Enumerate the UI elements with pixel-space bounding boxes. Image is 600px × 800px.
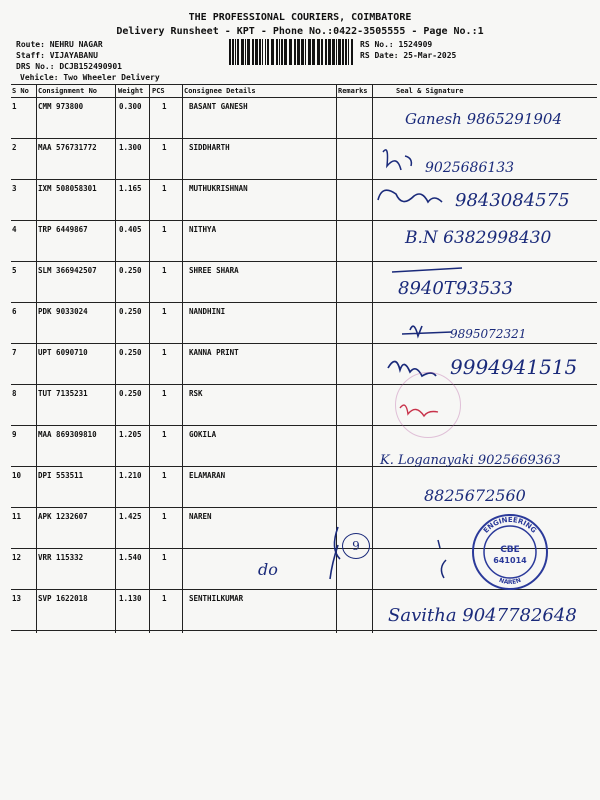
row-consignee: NANDHINI [189, 307, 226, 316]
col-consignee: Consignee Details [184, 87, 256, 95]
row-sno: 2 [12, 143, 17, 152]
signature-row-2: 9025686133 [425, 160, 515, 176]
row-sno: 13 [12, 594, 22, 603]
row-pcs: 1 [162, 102, 167, 111]
row-consignee: RSK [189, 389, 203, 398]
col-pcs: PCS [152, 87, 165, 95]
faint-seal [395, 372, 461, 438]
row-consignment: TUT 7135231 [38, 389, 88, 398]
row-pcs: 1 [162, 389, 167, 398]
col-consignment: Consignment No [38, 87, 98, 95]
row-consignment: MAA 576731772 [38, 143, 97, 152]
col-remarks: Remarks [338, 87, 368, 95]
row-weight: 1.130 [119, 594, 142, 603]
signature-row-13: Savitha 9047782648 [388, 605, 577, 626]
row-weight: 0.250 [119, 307, 142, 316]
runsheet-subtitle: Delivery Runsheet - KPT - Phone No.:0422-3505555 - Page No.:1 [116, 26, 484, 37]
row-consignee: ELAMARAN [189, 471, 226, 480]
row-consignment: DPI 553511 [38, 471, 84, 480]
row-consignee: GOKILA [189, 430, 217, 439]
row-consignee: SHREE SHARA [189, 266, 239, 275]
row-consignment: CMM 973800 [38, 102, 84, 111]
row-sno: 6 [12, 307, 17, 316]
stamp-pin: 641014 [493, 556, 527, 565]
row-consignment: SLM 366942507 [38, 266, 97, 275]
ditto-mark: do [258, 560, 278, 579]
stamp-bottom-text: NAREN [497, 576, 523, 587]
row-sno: 8 [12, 389, 17, 398]
row-weight: 0.300 [119, 102, 142, 111]
row-pcs: 1 [162, 512, 167, 521]
row-weight: 1.205 [119, 430, 142, 439]
row-sno: 12 [12, 553, 22, 562]
route-label: Route: NEHRU NAGAR [16, 40, 103, 49]
rs-number: RS No.: 1524909 [360, 40, 433, 49]
row-pcs: 1 [162, 471, 167, 480]
row-consignee: BASANT GANESH [189, 102, 248, 111]
signature-row-1: Ganesh 9865291904 [405, 110, 563, 128]
col-weight: Weight [118, 87, 144, 95]
row-sno: 7 [12, 348, 17, 357]
row-weight: 1.540 [119, 553, 142, 562]
row-sno: 10 [12, 471, 22, 480]
row-weight: 1.300 [119, 143, 142, 152]
row-weight: 1.165 [119, 184, 142, 193]
row-pcs: 1 [162, 594, 167, 603]
row-sno: 1 [12, 102, 17, 111]
company-stamp [470, 512, 550, 592]
row-pcs: 1 [162, 225, 167, 234]
row-pcs: 1 [162, 184, 167, 193]
col-seal-signature: Seal & Signature [396, 87, 464, 95]
signature-row-10: 8825672560 [424, 486, 526, 505]
row-consignment: PDK 9033024 [38, 307, 88, 316]
row-weight: 0.405 [119, 225, 142, 234]
col-sno: S No [12, 87, 29, 95]
row-weight: 0.250 [119, 266, 142, 275]
row-pcs: 1 [162, 348, 167, 357]
row-consignee: NITHYA [189, 225, 217, 234]
staff-label: Staff: VIJAYABANU [16, 51, 98, 60]
row-consignment: APK 1232607 [38, 512, 88, 521]
row-sno: 3 [12, 184, 17, 193]
signature-row-6: 9895072321 [450, 327, 527, 341]
row-consignment: IXM 508058301 [38, 184, 97, 193]
company-title: THE PROFESSIONAL COURIERS, COIMBATORE [188, 12, 412, 23]
row-weight: 0.250 [119, 389, 142, 398]
row-weight: 1.425 [119, 512, 142, 521]
signature-row-3: 9843084575 [455, 190, 570, 211]
row-pcs: 1 [162, 266, 167, 275]
vehicle-label: Vehicle: Two Wheeler Delivery [20, 73, 160, 82]
signature-row-7: 9994941515 [450, 355, 578, 379]
signature-row-5: 8940T93533 [398, 278, 514, 299]
row-consignee: NAREN [189, 512, 212, 521]
row-consignment: MAA 869309810 [38, 430, 97, 439]
row-consignee: KANNA PRINT [189, 348, 239, 357]
row-sno: 5 [12, 266, 17, 275]
row-weight: 1.210 [119, 471, 142, 480]
circled-mark: 9 [342, 533, 370, 559]
row-consignment: SVP 1622018 [38, 594, 88, 603]
row-pcs: 1 [162, 143, 167, 152]
stamp-top-text: ENGINEERING [481, 515, 538, 535]
row-sno: 4 [12, 225, 17, 234]
row-sno: 9 [12, 430, 17, 439]
row-pcs: 1 [162, 553, 167, 562]
row-sno: 11 [12, 512, 22, 521]
row-pcs: 1 [162, 430, 167, 439]
row-consignment: UPT 6090710 [38, 348, 88, 357]
stamp-city: CBE [500, 545, 520, 555]
drs-number: DRS No.: DCJB152490901 [16, 62, 122, 71]
row-consignment: TRP 6449867 [38, 225, 88, 234]
row-consignee: SIDDHARTH [189, 143, 230, 152]
row-consignee: MUTHUKRISHNAN [189, 184, 248, 193]
row-consignee: SENTHILKUMAR [189, 594, 244, 603]
row-consignment: VRR 115332 [38, 553, 84, 562]
row-pcs: 1 [162, 307, 167, 316]
signature-row-9: K. Loganayaki 9025669363 [380, 453, 561, 468]
rs-date: RS Date: 25-Mar-2025 [360, 51, 457, 60]
signature-row-4: B.N 6382998430 [405, 228, 552, 248]
row-weight: 0.250 [119, 348, 142, 357]
